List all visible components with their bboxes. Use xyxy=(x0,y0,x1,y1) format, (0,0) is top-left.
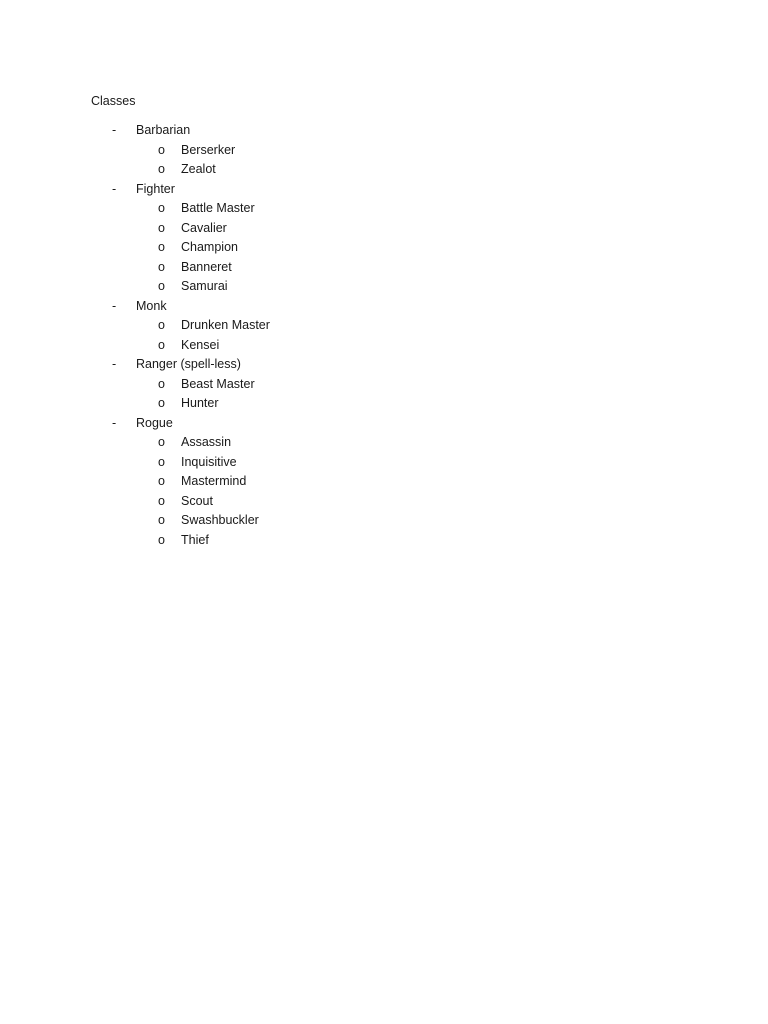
subclass-item xyxy=(0,531,768,551)
class-item xyxy=(0,297,768,317)
subclass-item xyxy=(0,199,768,219)
subclass-name: Zealot xyxy=(181,162,216,176)
subclass-item xyxy=(0,511,768,531)
subclass-name: Inquisitive xyxy=(181,454,237,469)
circle-bullet: o xyxy=(158,259,165,274)
subclass-item xyxy=(0,160,768,180)
circle-bullet: o xyxy=(158,201,165,215)
circle-bullet: o xyxy=(158,493,165,508)
class-name: Rogue xyxy=(136,415,173,430)
circle-bullet: o xyxy=(158,474,165,488)
subclass-name: Scout xyxy=(181,493,213,508)
subclass-name: Hunter xyxy=(181,396,219,410)
circle-bullet: o xyxy=(158,162,165,176)
class-item xyxy=(0,355,768,375)
subclass-name: Berserker xyxy=(181,142,236,157)
class-list xyxy=(0,121,768,550)
class-item xyxy=(0,414,768,434)
class-name: Ranger (spell-less) xyxy=(136,357,241,371)
class-name: Monk xyxy=(136,298,167,313)
subclass-name: Beast Master xyxy=(181,376,255,391)
circle-bullet: o xyxy=(158,513,165,527)
subclass-item xyxy=(0,375,768,395)
circle-bullet: o xyxy=(158,337,165,352)
subclass-item xyxy=(0,492,768,512)
circle-bullet: o xyxy=(158,142,165,157)
subclass-name: Battle Master xyxy=(181,201,255,215)
class-item xyxy=(0,121,768,141)
subclass-name: Cavalier xyxy=(181,220,227,235)
circle-bullet: o xyxy=(158,435,165,449)
class-name: Barbarian xyxy=(136,123,191,137)
circle-bullet: o xyxy=(158,318,165,332)
circle-bullet: o xyxy=(158,279,165,293)
subclass-name: Swashbuckler xyxy=(181,513,259,527)
circle-bullet: o xyxy=(158,532,165,547)
subclass-name: Kensei xyxy=(181,337,220,352)
class-item xyxy=(0,180,768,200)
circle-bullet: o xyxy=(158,396,165,410)
circle-bullet: o xyxy=(158,376,165,391)
subclass-item xyxy=(0,453,768,473)
subclass-item xyxy=(0,394,768,414)
subclass-name: Banneret xyxy=(181,259,232,274)
subclass-item xyxy=(0,238,768,258)
subclass-item xyxy=(0,277,768,297)
subclass-item xyxy=(0,219,768,239)
subclass-item xyxy=(0,258,768,278)
subclass-name: Thief xyxy=(181,532,209,547)
subclass-item xyxy=(0,336,768,356)
subclass-name: Assassin xyxy=(181,435,232,449)
subclass-name: Samurai xyxy=(181,279,228,293)
dash-bullet: - xyxy=(112,123,117,137)
subclass-item xyxy=(0,316,768,336)
subclass-name: Drunken Master xyxy=(181,318,270,332)
dash-bullet: - xyxy=(112,357,117,371)
circle-bullet: o xyxy=(158,220,165,235)
subclass-name: Champion xyxy=(181,240,238,254)
class-name: Fighter xyxy=(136,181,175,196)
dash-bullet: - xyxy=(112,298,117,313)
dash-bullet: - xyxy=(112,415,117,430)
circle-bullet: o xyxy=(158,454,165,469)
subclass-item xyxy=(0,433,768,453)
subclass-item xyxy=(0,472,768,492)
document-title: Classes xyxy=(91,94,136,108)
dash-bullet: - xyxy=(112,181,117,196)
circle-bullet: o xyxy=(158,240,165,254)
subclass-name: Mastermind xyxy=(181,474,247,488)
subclass-item xyxy=(0,141,768,161)
